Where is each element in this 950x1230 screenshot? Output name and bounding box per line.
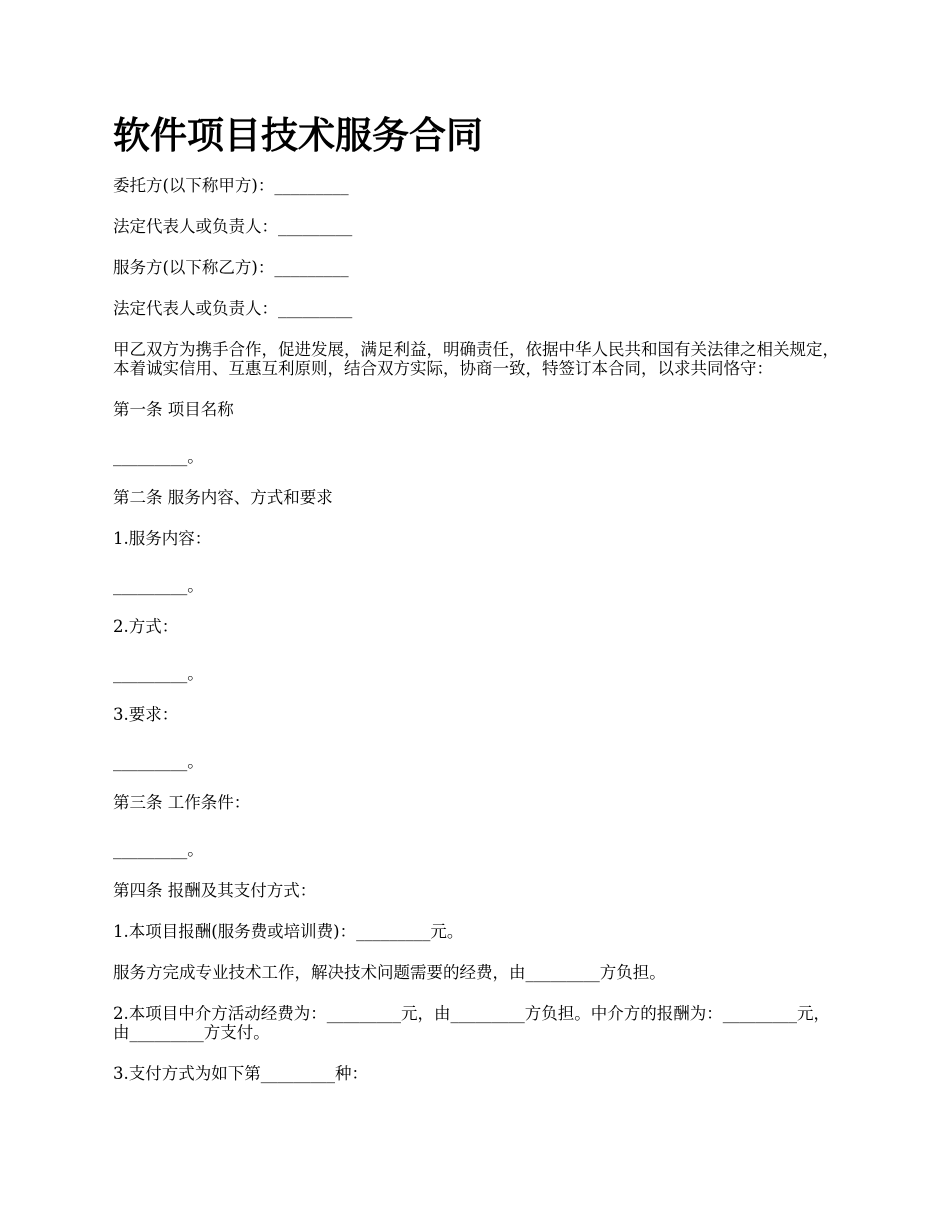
- method-blank: _________。: [113, 664, 204, 683]
- expense-bearer-line: 服务方完成专业技术工作，解决技术问题需要的经费，由_________方负担。: [113, 963, 666, 982]
- article-4-heading: 第四条 报酬及其支付方式：: [113, 881, 317, 900]
- remuneration-line: 1.本项目报酬(服务费或培训费)：_________元。: [113, 922, 464, 941]
- party-a-line: 委托方(以下称甲方)：_________: [113, 176, 349, 195]
- article-2-heading: 第二条 服务内容、方式和要求: [113, 488, 333, 507]
- preamble-paragraph: 甲乙双方为携手合作，促进发展，满足利益，明确责任，依据中华人民共和国有关法律之相关规定，本着诚实信用、互惠互利原则，结合双方实际，协商一致，特签订本合同，以求共同恪守：: [113, 340, 839, 378]
- article-3-blank: _________。: [113, 840, 204, 859]
- article-1-blank: _________。: [113, 447, 204, 466]
- article-1-heading: 第一条 项目名称: [113, 400, 234, 419]
- intermediary-fee-paragraph: 2.本项目中介方活动经费为：_________元，由_________方负担。中介方的报酬为：_________元，由_________方支付。: [113, 1004, 830, 1042]
- requirements-label: 3.要求：: [113, 705, 179, 724]
- document-page: [113, 112, 841, 1105]
- payment-method-line: 3.支付方式为如下第_________种：: [113, 1064, 368, 1083]
- article-3-heading: 第三条 工作条件：: [113, 793, 251, 812]
- party-b-line: 服务方(以下称乙方)：_________: [113, 258, 349, 277]
- method-label: 2.方式：: [113, 617, 179, 636]
- document-title: 软件项目技术服务合同: [113, 114, 483, 157]
- party-a-representative-line: 法定代表人或负责人：_________: [113, 217, 353, 236]
- requirements-blank: _________。: [113, 752, 204, 771]
- party-b-representative-line: 法定代表人或负责人：_________: [113, 299, 353, 318]
- service-content-blank: _________。: [113, 576, 204, 595]
- service-content-label: 1.服务内容：: [113, 529, 212, 548]
